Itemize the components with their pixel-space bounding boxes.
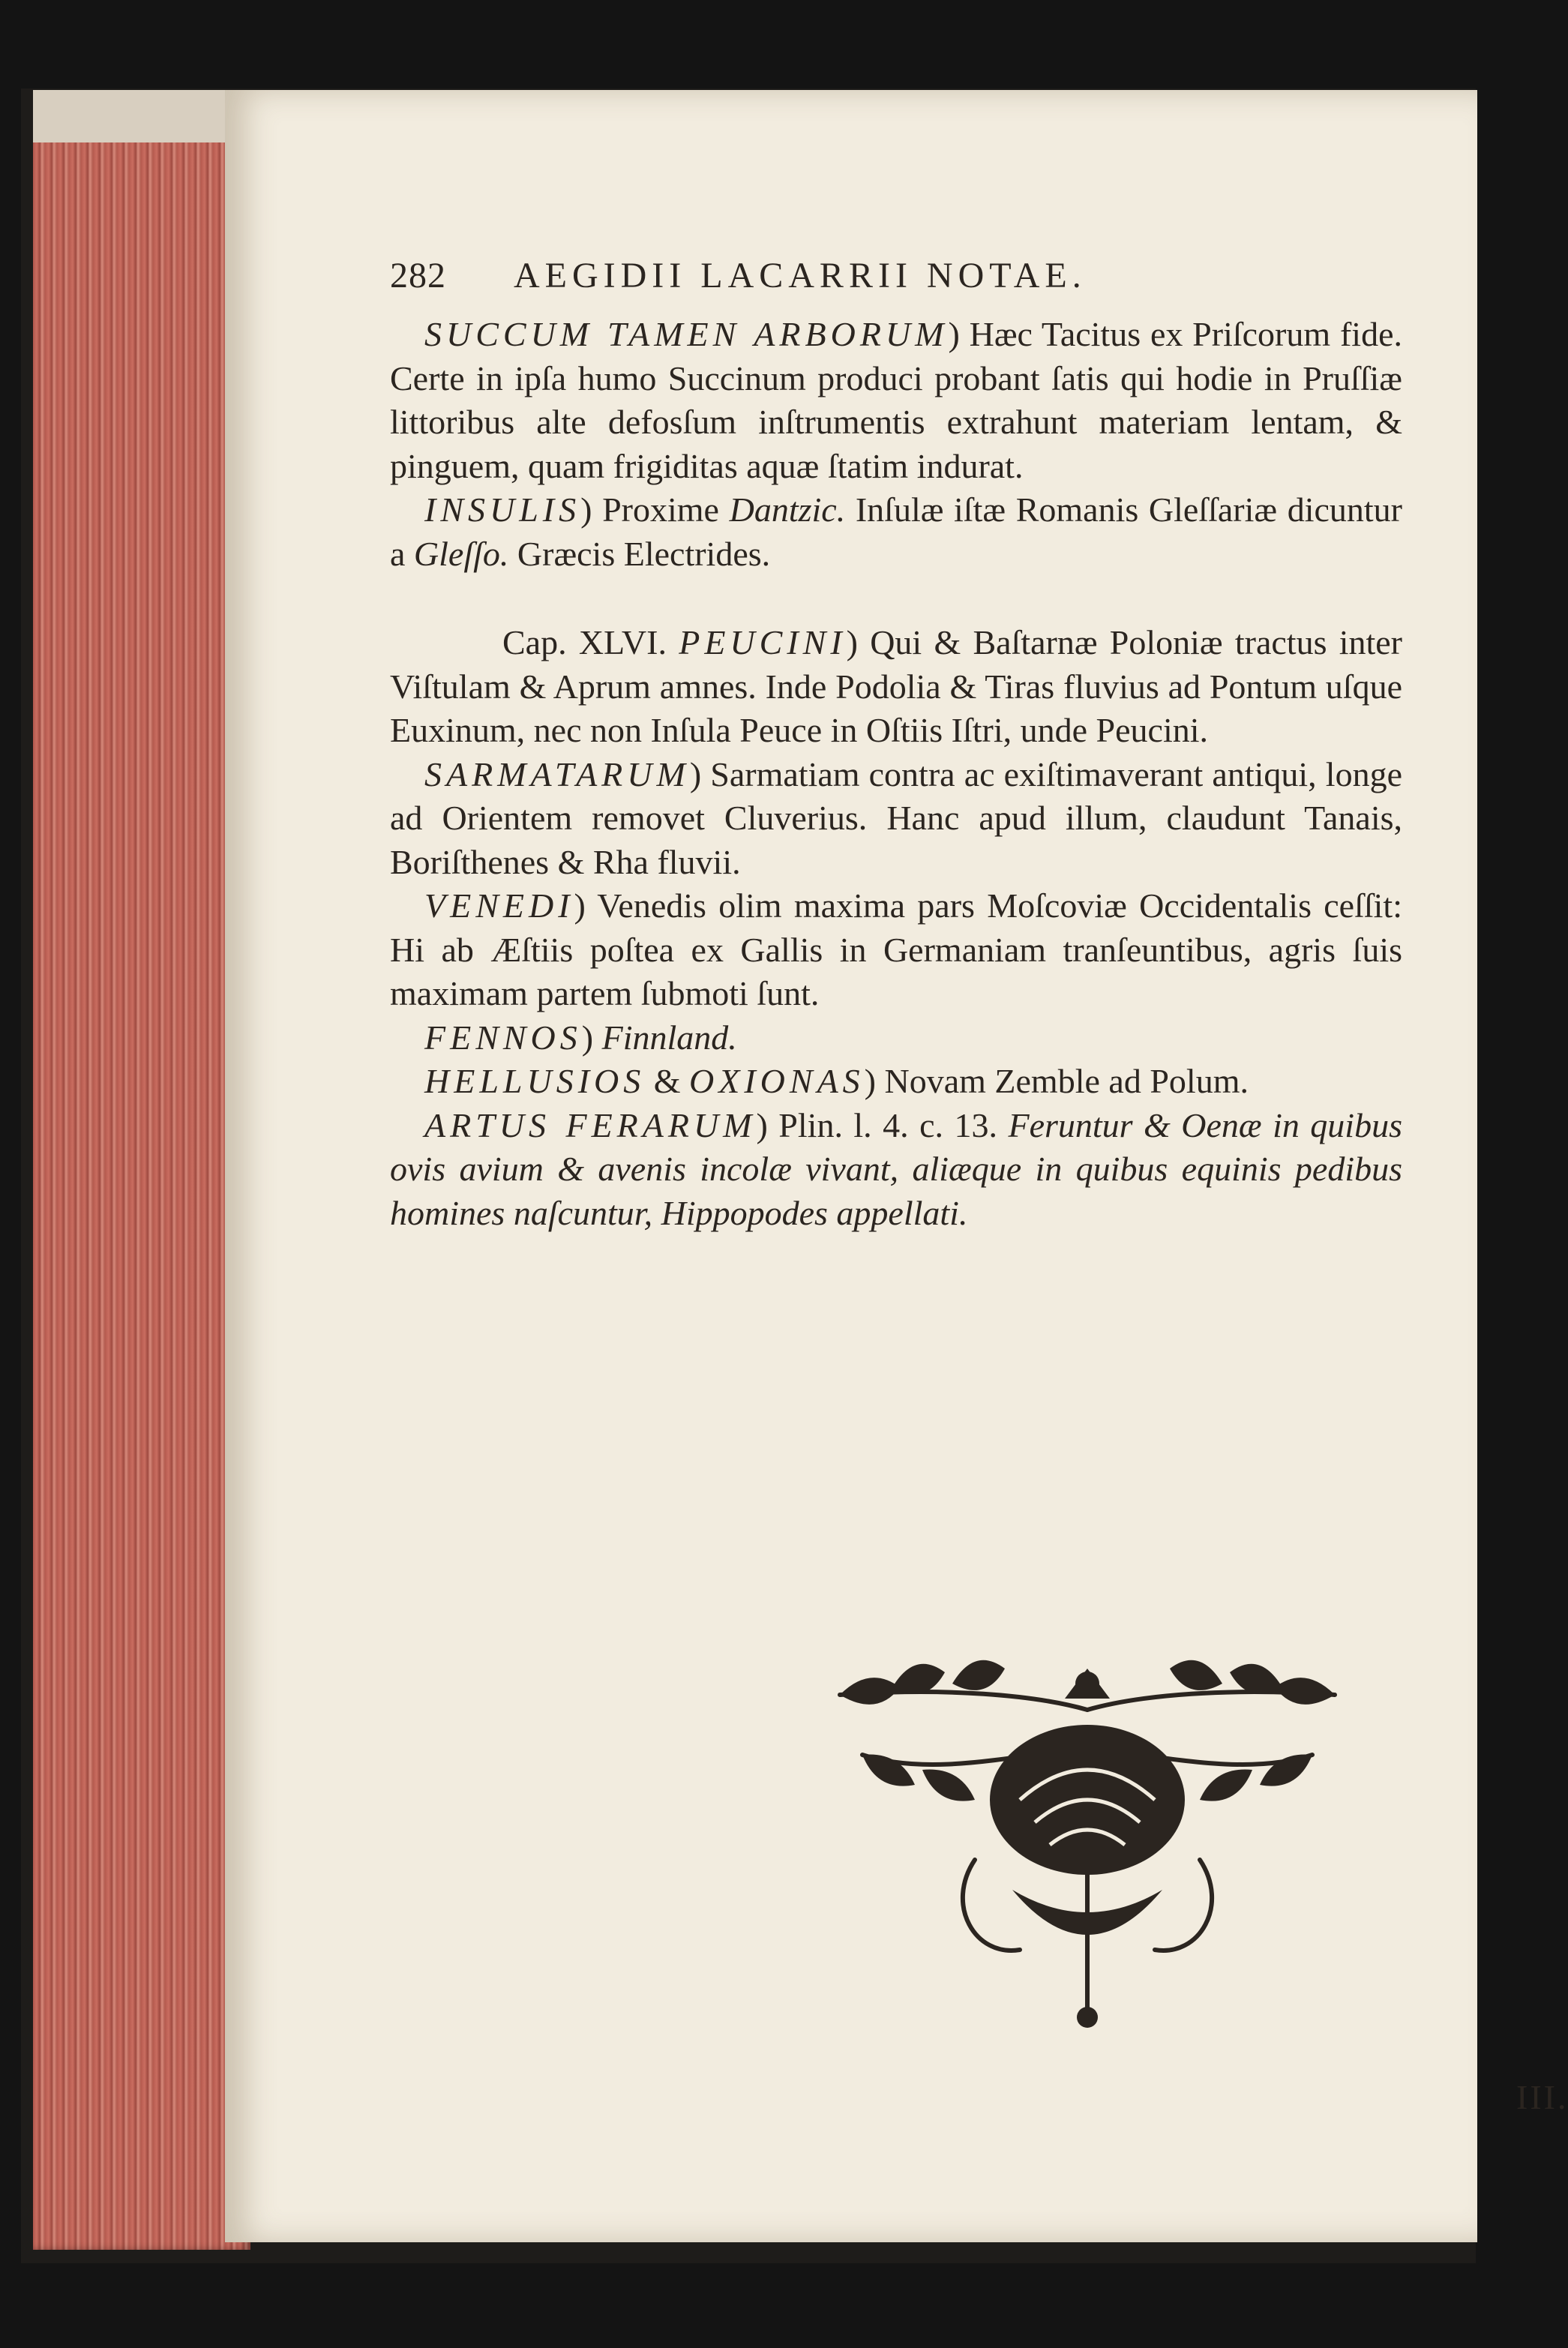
note-text: Sarmatiam contra ac exiſtimaverant antiqui, longe ad Orientem removet Cluverius. Hanc apud illum, claudunt Tanais, Boriſthenes & Rha fluvii. bbox=[390, 754, 1402, 881]
note-lemma: OXIONAS bbox=[689, 1062, 865, 1100]
page bbox=[225, 90, 1568, 2242]
note-lemma: SUCCUM TAMEN ARBORUM bbox=[424, 315, 949, 353]
running-title: AEGIDII LACARRII NOTAE. bbox=[514, 256, 1087, 295]
note-bracket: ) bbox=[948, 315, 960, 353]
note-bracket: ) bbox=[574, 886, 586, 925]
chapter-prefix: Cap. XLVI. bbox=[502, 623, 679, 661]
note-text: Inſulæ iſtæ Romanis Gleſſariæ dicuntur a bbox=[390, 490, 1402, 573]
note-paragraph bbox=[390, 884, 1402, 1016]
note-text: Venedis olim maxima pars Moſcoviæ Occidentalis ceſſit: Hi ab Æſtiis poſtea ex Gallis in Germaniam tranſeuntibus, agris ſuis maximam partem ſubmoti ſunt. bbox=[390, 886, 1402, 1012]
note-paragraph bbox=[390, 1016, 1402, 1060]
note-bracket: ) bbox=[846, 623, 858, 661]
note-text: Plin. l. 4. c. 13. bbox=[767, 1105, 1009, 1144]
note-text: Græcis Electrides. bbox=[508, 534, 771, 573]
page-edges bbox=[33, 90, 250, 2250]
note-text: Proxime bbox=[592, 490, 730, 529]
note-lemma: HELLUSIOS bbox=[424, 1062, 646, 1100]
note-bracket: ) bbox=[580, 490, 592, 529]
note-ampersand: & bbox=[645, 1062, 690, 1100]
note-paragraph bbox=[390, 313, 1402, 488]
catchword: III. bbox=[1516, 2078, 1568, 2116]
note-lemma: PEUCINI bbox=[679, 623, 847, 661]
note-text: Novam Zemble ad Polum. bbox=[876, 1062, 1249, 1100]
note-lemma: INSULIS bbox=[424, 490, 581, 529]
note-paragraph bbox=[390, 1060, 1402, 1104]
note-text: Qui & Baſtarnæ Poloniæ tractus inter Viſtulam & Aprum amnes. Inde Podolia & Tiras fluvius ad Pontum uſque Euxinum, nec non Inſula Peuce in Oſtiis Iſtri, unde Peucini. bbox=[390, 623, 1403, 749]
note-bracket: ) bbox=[864, 1062, 876, 1100]
note-bracket: ) bbox=[756, 1105, 768, 1144]
floral-ornament-icon bbox=[750, 1665, 1425, 2040]
note-italic: Gleſſo. bbox=[413, 534, 509, 573]
note-italic: Finnland. bbox=[593, 1018, 737, 1057]
note-lemma: FENNOS bbox=[424, 1018, 582, 1057]
note-paragraph bbox=[390, 488, 1402, 576]
chapter-paragraph bbox=[390, 621, 1402, 753]
page-content bbox=[390, 255, 1402, 1235]
note-text: Hæc Tacitus ex Priſcorum fide. Certe in ipſa humo Succinum produci probant ſatis qui hodie in Pruſſiæ littoribus alte defosſum inſtrumentis extrahunt materiam lentam, & pinguem, quam frigiditas aquæ ſtatim indurat. bbox=[390, 315, 1402, 485]
note-lemma: VENEDI bbox=[424, 886, 574, 925]
running-header bbox=[390, 255, 1402, 296]
note-lemma: SARMATARUM bbox=[424, 754, 690, 793]
note-lemma: ARTUS FERARUM bbox=[424, 1105, 757, 1144]
note-italic: Dantzic. bbox=[729, 490, 846, 529]
note-bracket: ) bbox=[689, 754, 702, 793]
note-paragraph bbox=[390, 753, 1402, 885]
note-paragraph bbox=[390, 1104, 1402, 1236]
page-number: 282 bbox=[390, 256, 446, 295]
note-bracket: ) bbox=[581, 1018, 594, 1057]
page-edges-top bbox=[33, 90, 250, 142]
note-italic: Feruntur & Oenæ in quibus ovis avium & avenis incolæ vivant, aliæque in quibus equinis pedibus homines naſcuntur, Hippopodes appellati. bbox=[390, 1105, 1402, 1232]
